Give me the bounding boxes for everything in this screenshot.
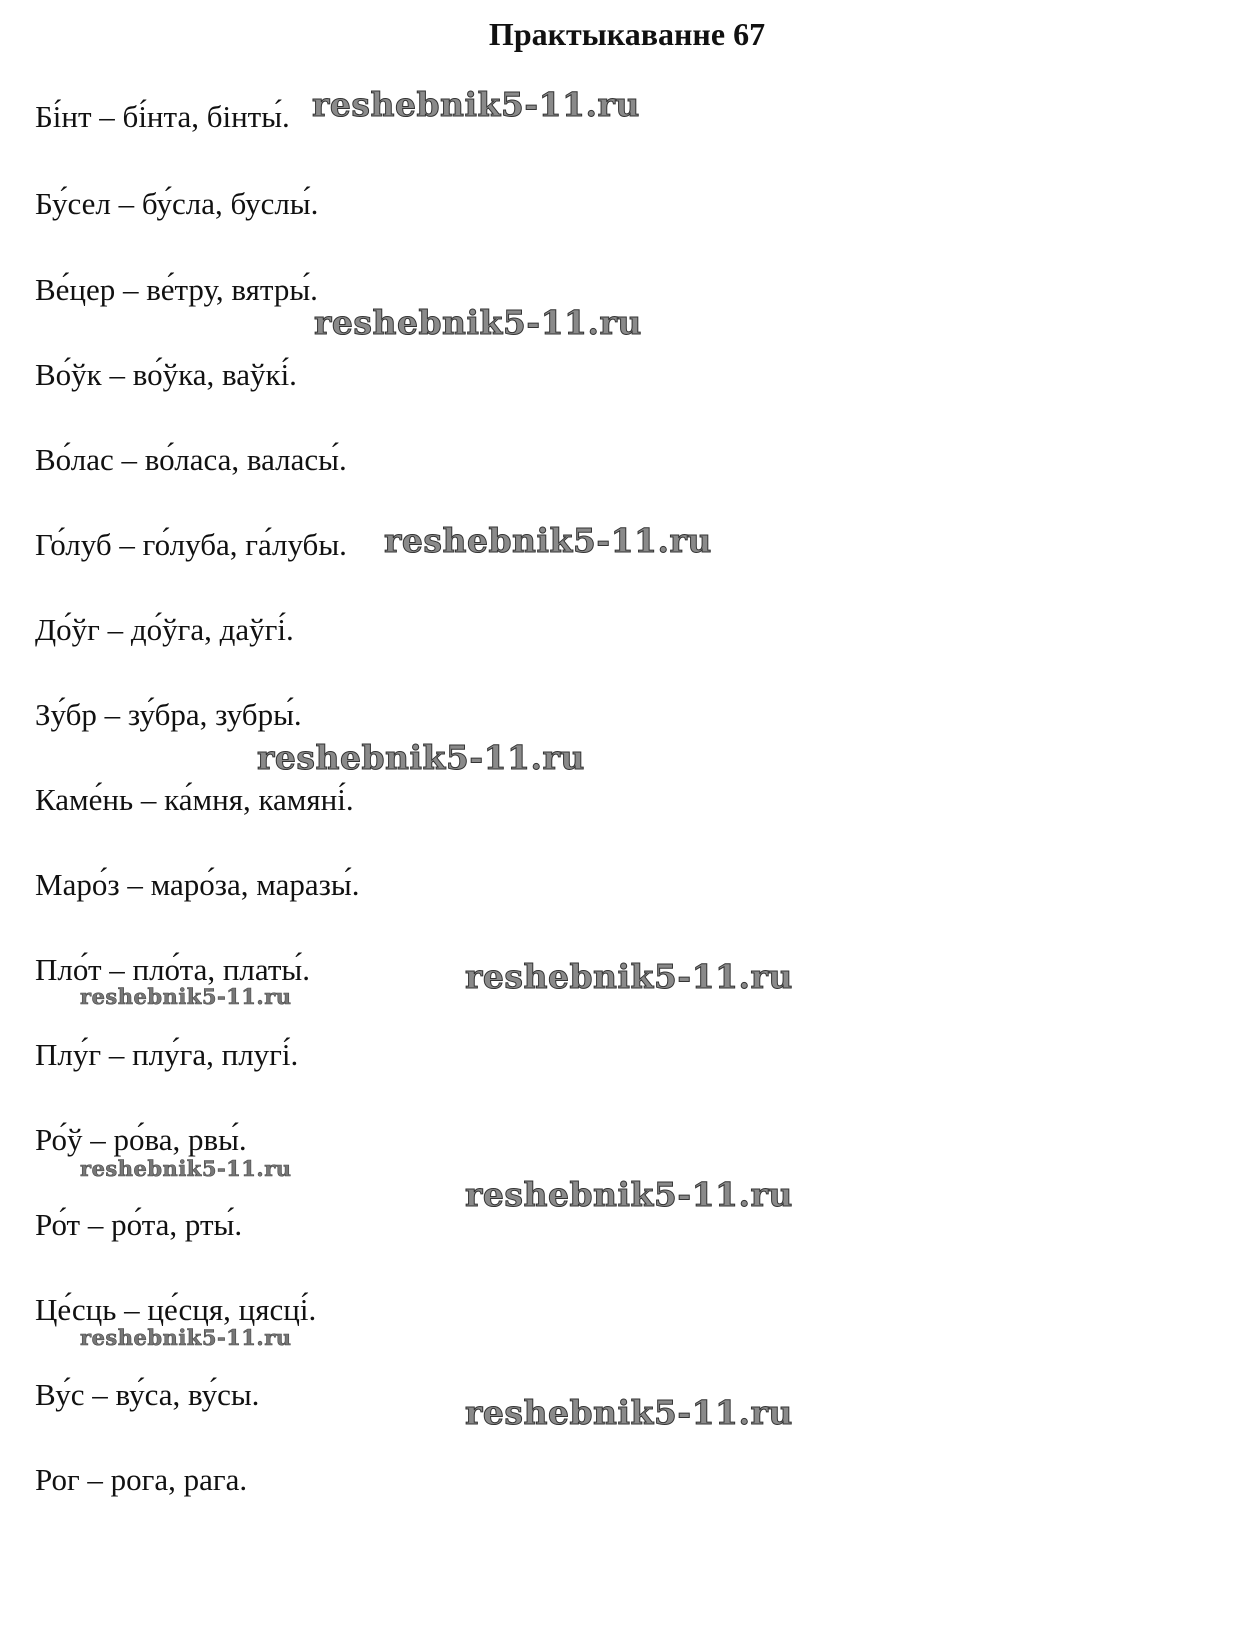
watermark: reshebnik5-11.ru [314,303,642,342]
watermark: reshebnik5-11.ru [465,1393,793,1432]
word-line-9: Каме́нь – ка́мня, камяні́. [35,782,354,817]
watermark: reshebnik5-11.ru [257,738,585,777]
page-title: Практыкаванне 67 [488,16,766,52]
word-line-17: Рог – рога, рага. [35,1462,248,1497]
watermark: reshebnik5-11.ru [312,85,640,124]
word-line-11: Пло́т – пло́та, платы́. [35,952,310,987]
word-line-8: Зу́бр – зу́бра, зубры́. [35,697,302,732]
word-line-12: Плу́г – плу́га, плугі́. [35,1037,299,1072]
word-line-3: Ве́цер – ве́тру, вятры́. [35,272,318,307]
watermark: reshebnik5-11.ru [465,957,793,996]
watermark: reshebnik5-11.ru [465,1175,793,1214]
word-line-13: Ро́ў – ро́ва, рвы́. [35,1122,247,1157]
word-line-16: Ву́с – ву́са, ву́сы. [35,1377,260,1412]
word-line-2: Бу́сел – бу́сла, буслы́. [35,186,319,221]
word-line-10: Маро́з – маро́за, маразы́. [35,867,360,902]
watermark: reshebnik5-11.ru [80,1156,292,1181]
watermark: reshebnik5-11.ru [384,521,712,560]
word-line-14: Ро́т – ро́та, рты́. [35,1207,243,1242]
word-line-15: Це́сць – це́сця, цясці́. [35,1292,317,1327]
word-line-6: Го́луб – го́луба, га́лубы. [35,527,347,562]
watermark: reshebnik5-11.ru [80,1325,292,1350]
word-line-4: Во́ўк – во́ўка, ваўкі́. [35,357,297,392]
word-line-7: До́ўг – до́ўга, даўгі́. [35,612,294,647]
watermark: reshebnik5-11.ru [80,984,292,1009]
word-line-5: Во́лас – во́ласа, валасы́. [35,442,347,477]
word-line-1: Бі́нт – бі́нта, бінты́. [35,99,290,134]
